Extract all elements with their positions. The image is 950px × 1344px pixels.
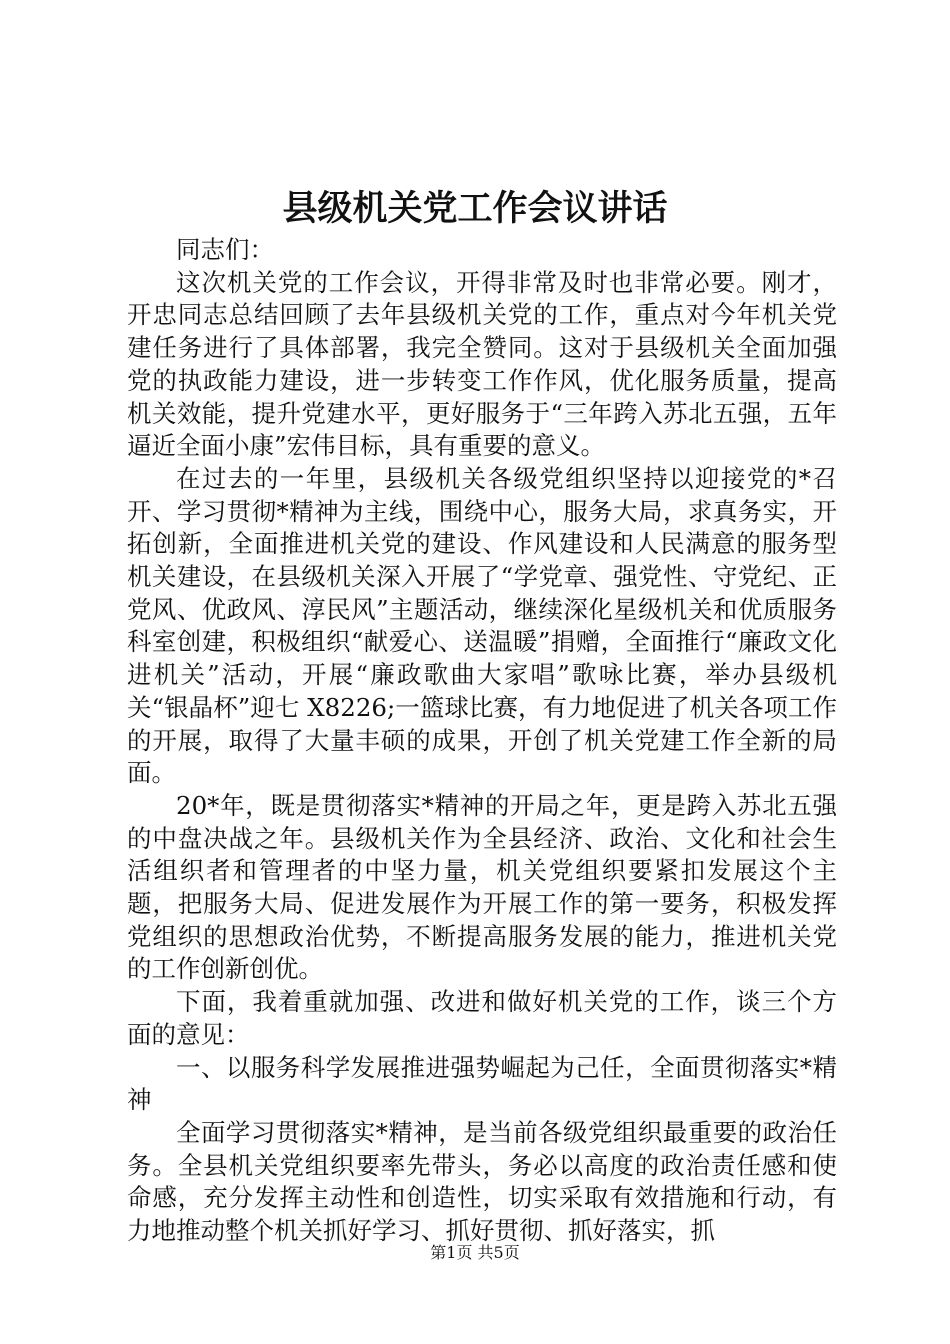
page-number-footer: 第1页 共5页 [430,1243,520,1262]
document-body [127,234,837,1248]
salutation: 同志们： [176,235,274,264]
section-heading: 一、以服务科学发展推进强势崛起为己任，全面贯彻落实*精神 [127,1052,837,1115]
paragraph: 这次机关党的工作会议，开得非常及时也非常必要。刚才，开忠同志总结回顾了去年县级机关党的工作，重点对今年机关党建任务进行了具体部署，我完全赞同。这对于县级机关全面加强党的执政能力建设，进一步转变工作作风，优化服务质量，提高机关效能，提升党建水平，更好服务于“三年跨入苏北五强，五年逼近全面小康”宏伟目标，具有重要的意义。 [127,267,837,461]
paragraph: 全面学习贯彻落实*精神，是当前各级党组织最重要的政治任务。全县机关党组织要率先带头，务必以高度的政治责任感和使命感，充分发挥主动性和创造性，切实采取有效措施和行动，有力地推动整个机关抓好学习、抓好贯彻、抓好落实，抓 [127,1117,837,1246]
paragraph: 20*年，既是贯彻落实*精神的开局之年，更是跨入苏北五强的中盘决战之年。县级机关作为全县经济、政治、文化和社会生活组织者和管理者的中坚力量，机关党组织要紧扣发展这个主题，把服务大局、促进发展作为开展工作的第一要务，积极发挥党组织的思想政治优势，不断提高服务发展的能力，推进机关党的工作创新创优。 [127,790,837,984]
paragraph: 在过去的一年里，县级机关各级党组织坚持以迎接党的*召开、学习贯彻*精神为主线，围绕中心，服务大局，求真务实，开拓创新，全面推进机关党的建设、作风建设和人民满意的服务型机关建设，在县级机关深入开展了“学党章、强党性、守党纪、正党风、优政风、淳民风”主题活动，继续深化星级机关和优质服务科室创建，积极组织“献爱心、送温暖”捐赠，全面推行“廉政文化进机关”活动，开展“廉政歌曲大家唱”歌咏比赛，举办县级机关“银晶杯”迎七 X8226;一篮球比赛，有力地促进了机关各项工作的开展，取得了大量丰硕的成果，开创了机关党建工作全新的局面。 [127,463,837,788]
document-title: 县级机关党工作会议讲话 [282,188,668,229]
paragraph: 下面，我着重就加强、改进和做好机关党的工作，谈三个方面的意见： [127,987,837,1049]
